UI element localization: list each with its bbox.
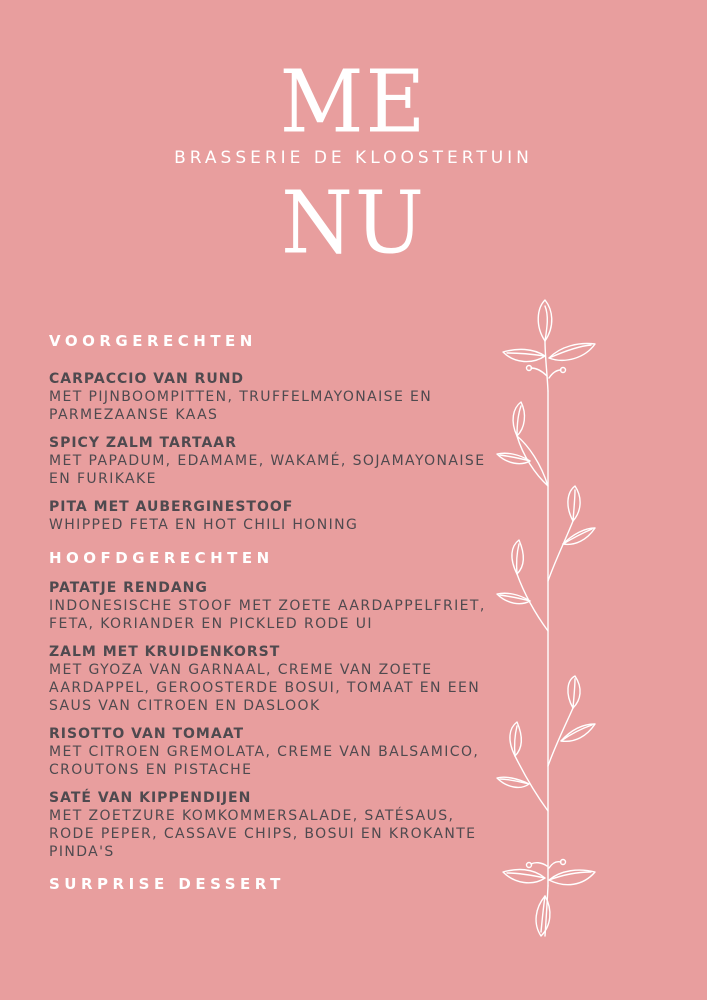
restaurant-name: BRASSERIE DE KLOOSTERTUIN xyxy=(174,148,533,168)
menu-item-description: WHIPPED FETA EN HOT CHILI HONING xyxy=(49,517,359,533)
menu-item-name: PITA MET AUBERGINESTOOF xyxy=(49,499,294,515)
menu-item-name: CARPACCIO VAN RUND xyxy=(49,371,245,387)
menu-item-description: INDONESISCHE STOOF MET ZOETE AARDAPPELFRIET, FETA, KORIANDER EN PICKLED RODE UI xyxy=(49,598,486,632)
menu-item-name: PATATJE RENDANG xyxy=(49,580,208,596)
menu-item-name: SPICY ZALM TARTAAR xyxy=(49,435,237,451)
menu-item xyxy=(49,434,499,488)
menu-content xyxy=(49,330,499,895)
section-title-starters: VOORGERECHTEN xyxy=(49,332,257,350)
leaf-branch-icon xyxy=(495,296,605,946)
menu-item-name: SATÉ VAN KIPPENDIJEN xyxy=(49,790,252,806)
menu-item-description: MET GYOZA VAN GARNAAL, CREME VAN ZOETE AARDAPPEL, GEROOSTERDE BOSUI, TOMAAT EN EEN SAUS VAN CITROEN EN DASLOOK xyxy=(49,662,481,714)
menu-item xyxy=(49,725,499,779)
menu-title-top: ME xyxy=(279,52,428,153)
menu-item-description: MET CITROEN GREMOLATA, CREME VAN BALSAMICO, CROUTONS EN PISTACHE xyxy=(49,744,480,778)
menu-item-name: RISOTTO VAN TOMAAT xyxy=(49,726,244,742)
menu-title-bottom: NU xyxy=(281,173,426,274)
menu-item-description: MET PAPADUM, EDAMAME, WAKAMÉ, SOJAMAYONAISE EN FURIKAKE xyxy=(49,453,486,487)
menu-item xyxy=(49,643,499,715)
menu-item xyxy=(49,498,499,534)
section-title-mains: HOOFDGERECHTEN xyxy=(49,549,274,567)
menu-item xyxy=(49,370,499,424)
section-title-dessert: SURPRISE DESSERT xyxy=(49,875,285,893)
menu-item-description: MET PIJNBOOMPITTEN, TRUFFELMAYONAISE EN PARMEZAANSE KAAS xyxy=(49,389,433,423)
menu-item-name: ZALM MET KRUIDENKORST xyxy=(49,644,281,660)
menu-item xyxy=(49,579,499,633)
menu-item-description: MET ZOETZURE KOMKOMMERSALADE, SATÉSAUS, RODE PEPER, CASSAVE CHIPS, BOSUI EN KROKANTE PINDA'S xyxy=(49,808,477,860)
menu-item xyxy=(49,789,499,861)
